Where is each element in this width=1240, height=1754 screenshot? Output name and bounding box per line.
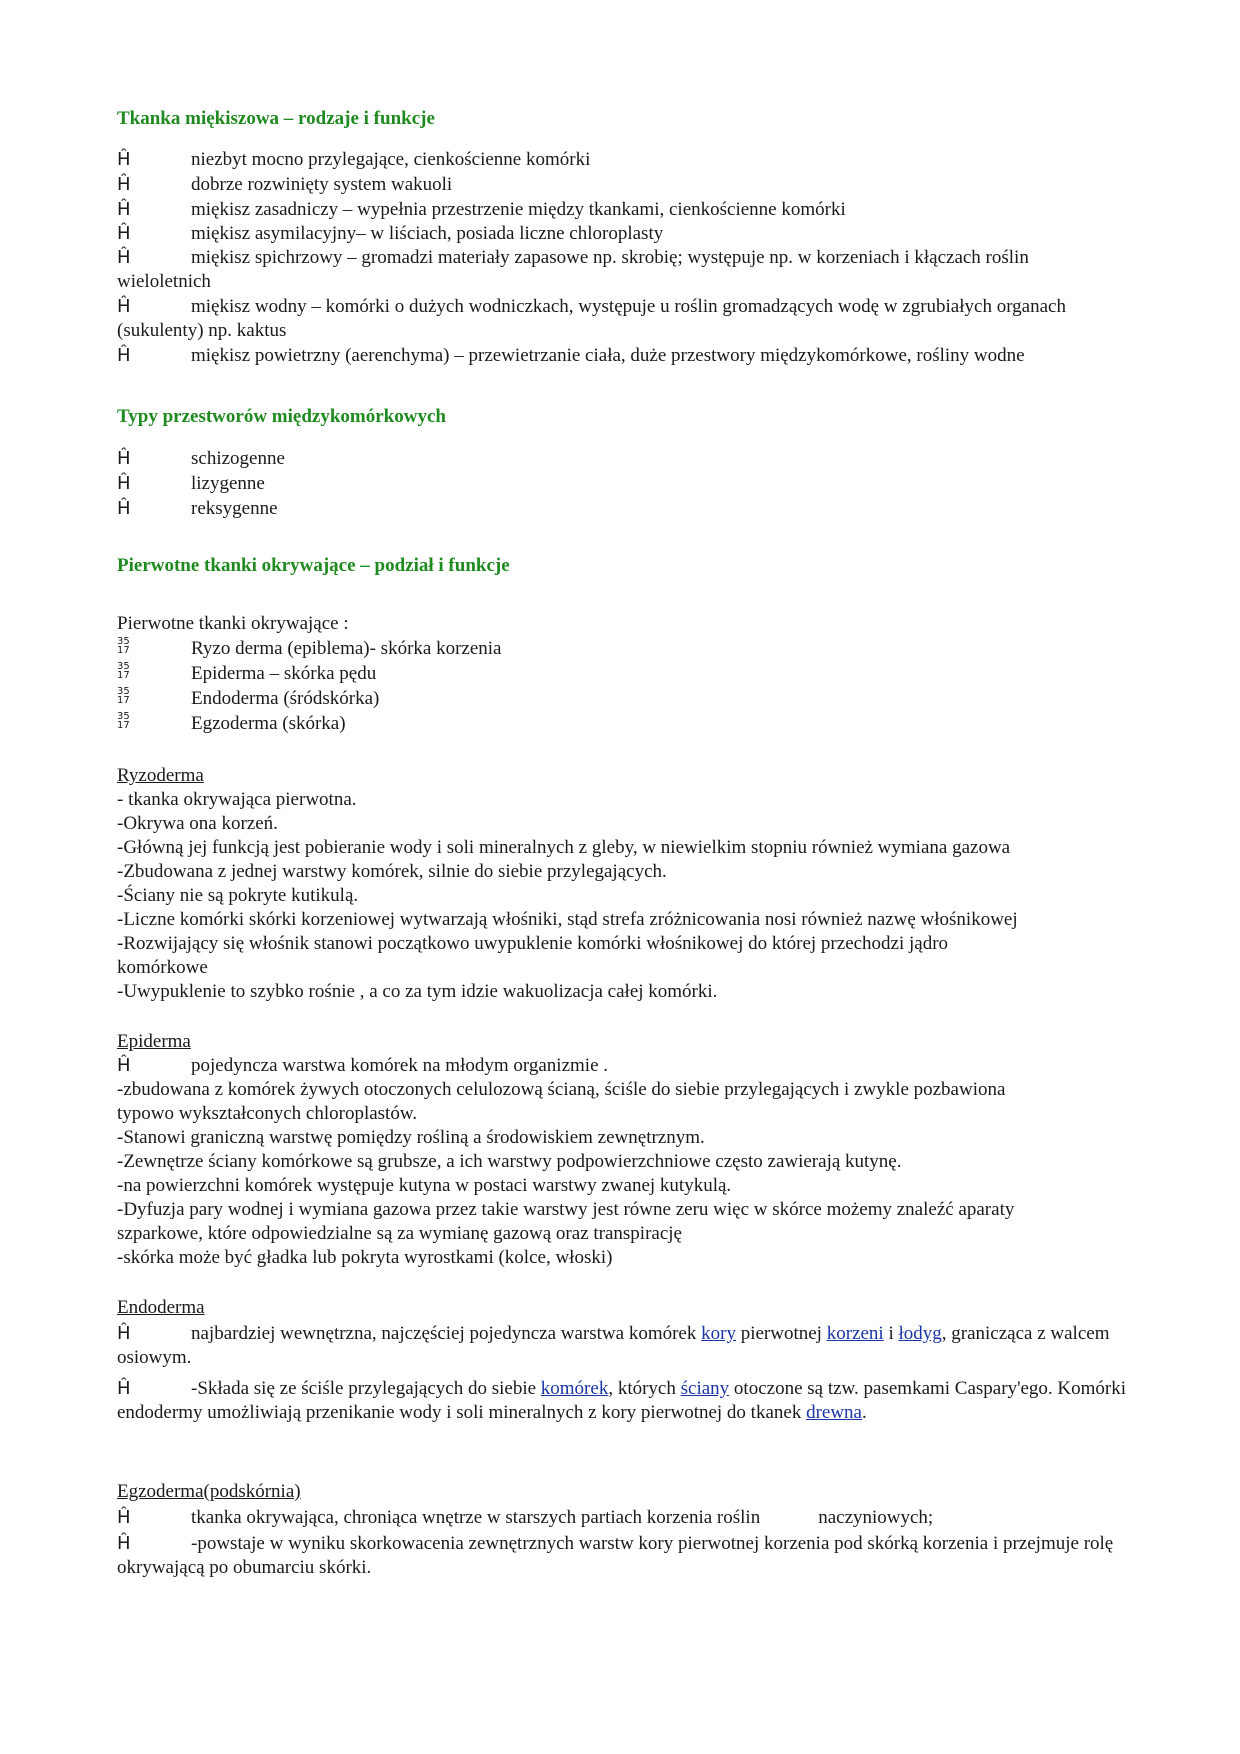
heading-intercellular-spaces: Typy przestworów międzykomórkowych [117,406,446,427]
bullet-icon: Ĥ [117,149,131,170]
list-item: Ĥ lizygenne [117,473,265,494]
list-item: Ĥ tkanka okrywająca, chroniąca wnętrze w starszych partiach korzenia roślin naczyniowych; [117,1507,934,1528]
fraction-bullet-icon: 35 17 [117,636,130,656]
text-line: -Stanowi graniczną warstwę pomiędzy rośliną a środowiskiem zewnętrznym. [117,1127,705,1148]
text-line: -Główną jej funkcją jest pobieranie wody i soli mineralnych z gleby, w niewielkim stopniu również wymiana gazowa [117,837,1011,858]
list-item: Ĥ pojedyncza warstwa komórek na młodym organizmie . [117,1055,608,1076]
link-korzenie[interactable]: korzeni [826,1323,884,1344]
text-line: -na powierzchni komórek występuje kutyna w postaci warstwy zwanej kutykulą. [117,1175,732,1196]
bullet-icon: Ĥ [117,1507,131,1528]
text-line: -Okrywa ona korzeń. [117,813,278,834]
text-line: szparkowe, które odpowiedzialne są za wymianę gazową oraz transpirację [117,1223,682,1244]
list-item: Ĥ -powstaje w wyniku skorkowacenia zewnętrznych warstw kory pierwotnej korzenia pod skórką korzenia i przejmuje rolę okrywającą po obumarciu skórki. [117,1533,1114,1578]
list-item: 35 17 Egzoderma (skórka) [117,711,346,734]
text-line: -Zbudowana z jednej warstwy komórek, silnie do siebie przylegających. [117,861,667,882]
link-drewno[interactable]: drewna [806,1402,862,1423]
subheading-endoderma: Endoderma [117,1297,205,1318]
text-line: -Ściany nie są pokryte kutikulą. [117,885,359,906]
text-line: -Uwypuklenie to szybko rośnie , a co za tym idzie wakuolizacja całej komórki. [117,981,718,1002]
bullet-icon: Ĥ [117,174,131,195]
fraction-bullet-icon: 35 17 [117,661,130,681]
list-item: Ĥ miękisz powietrzny (aerenchyma) – przewietrzanie ciała, duże przestwory międzykomórkowe, rośliny wodne [117,345,1025,366]
text-line: -skórka może być gładka lub pokryta wyrostkami (kolce, włoski) [117,1247,613,1268]
bullet-icon: Ĥ [117,1378,131,1399]
bullet-icon: Ĥ [117,345,131,366]
subheading-ryzoderma: Ryzoderma [117,765,204,786]
list-item: Ĥ miękisz wodny – komórki o dużych wodniczkach, występuje u roślin gromadzących wodę w zgrubiałych organach (sukulenty) np. kaktus [117,296,1066,341]
bullet-icon: Ĥ [117,223,131,244]
bullet-icon: Ĥ [117,1533,131,1554]
subheading-epiderma: Epiderma [117,1031,191,1052]
link-komorka[interactable]: komórek [540,1378,609,1399]
list-item: 35 17 Epiderma – skórka pędu [117,661,377,684]
list-item: Ĥ miękisz spichrzowy – gromadzi materiały zapasowe np. skrobię; występuje np. w korzeniach i kłączach roślin wieloletnich [117,247,1029,292]
bullet-icon: Ĥ [117,473,131,494]
text-line: -Liczne komórki skórki korzeniowej wytwarzają włośniki, stąd strefa zróżnicowania nosi również nazwę włośnikowej [117,909,1018,930]
fraction-bullet-icon: 35 17 [117,686,130,706]
list-item: 35 17 Endoderma (śródskórka) [117,686,380,709]
intro-text: Pierwotne tkanki okrywające : [117,613,349,634]
bullet-icon: Ĥ [117,247,131,268]
text-line: -zbudowana z komórek żywych otoczonych celulozową ścianą, ściśle do siebie przylegających i zwykle pozbawiona [117,1079,1006,1100]
link-kora[interactable]: kory [701,1323,736,1344]
text-line: typowo wykształconych chloroplastów. [117,1103,418,1124]
bullet-icon: Ĥ [117,199,131,220]
bullet-icon: Ĥ [117,448,131,469]
list-item: 35 17 Ryzo derma (epiblema)- skórka korzenia [117,636,502,659]
text-line: -Zewnętrze ściany komórkowe są grubsze, a ich warstwy podpowierzchniowe często zawierają kutynę. [117,1151,902,1172]
bullet-icon: Ĥ [117,296,131,317]
text-line: - tkanka okrywająca pierwotna. [117,789,357,810]
list-item: Ĥ niezbyt mocno przylegające, cienkościenne komórki [117,149,591,170]
link-sciana[interactable]: ściany [680,1378,730,1399]
text-line: -Rozwijający się włośnik stanowi początkowo uwypuklenie komórki włośnikowej do której przechodzi jądro [117,933,949,954]
text-line: -Dyfuzja pary wodnej i wymiana gazowa przez takie warstwy jest równe zeru więc w skórce możemy znaleźć aparaty [117,1199,1015,1220]
bullet-icon: Ĥ [117,1323,131,1344]
link-lodyga[interactable]: łodyg [898,1323,942,1344]
list-item: Ĥ najbardziej wewnętrzna, najczęściej pojedyncza warstwa komórek kory pierwotnej korzeni i łodyg, granicząca z walcem osiowym. [117,1323,1110,1368]
bullet-icon: Ĥ [117,1055,131,1076]
list-item: Ĥ miękisz zasadniczy – wypełnia przestrzenie między tkankami, cienkościenne komórki [117,199,846,220]
subheading-egzoderma: Egzoderma(podskórnia) [117,1481,301,1502]
text-line: komórkowe [117,957,208,978]
list-item: Ĥ schizogenne [117,448,285,469]
heading-primary-dermal-tissues: Pierwotne tkanki okrywające – podział i funkcje [117,555,510,576]
bullet-icon: Ĥ [117,498,131,519]
heading-parenchyma: Tkanka miękiszowa – rodzaje i funkcje [117,108,435,129]
list-item: Ĥ miękisz asymilacyjny– w liściach, posiada liczne chloroplasty [117,223,664,244]
list-item: Ĥ reksygenne [117,498,278,519]
fraction-bullet-icon: 35 17 [117,711,130,731]
list-item: Ĥ -Składa się ze ściśle przylegających do siebie komórek, których ściany otoczone są tzw. pasemkami Caspary'ego. Komórki endodermy umożliwiają przenikanie wody i soli mineralnych z kory pierwotnej do tkanek drewna. [117,1378,1127,1423]
list-item: Ĥ dobrze rozwinięty system wakuoli [117,174,453,195]
